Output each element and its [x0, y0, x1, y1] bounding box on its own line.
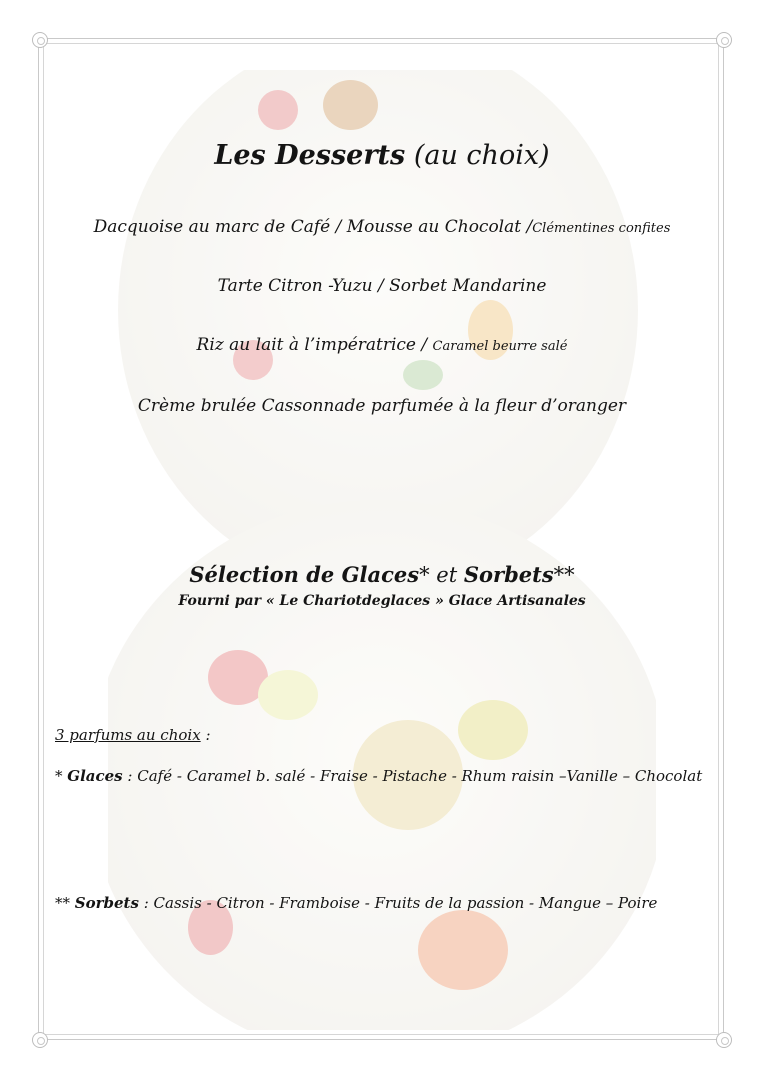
sorbets-flavors — [55, 893, 705, 914]
glaces-title-star1: * — [419, 563, 430, 587]
glaces-title-part1: Sélection de Glaces — [189, 562, 420, 587]
dessert-item-4-text: Crème brulée Cassonnade parfumée à la fleur d’oranger — [137, 396, 627, 416]
parfums-line — [55, 725, 705, 746]
glaces-prefix: * — [55, 767, 63, 785]
glaces-heading — [0, 562, 764, 587]
glaces-label: Glaces — [67, 767, 123, 785]
dessert-item-1-main: Dacquoise au marc de Café / Mousse au Chocolat / — [93, 217, 533, 237]
dessert-item-3-small: Caramel beurre salé — [432, 339, 568, 354]
glaces-title-and: et — [436, 563, 458, 587]
sorbets-prefix: ** — [55, 894, 70, 912]
parfums-colon: : — [205, 726, 211, 744]
dessert-item-2-text: Tarte Citron -Yuzu / Sorbet Mandarine — [217, 276, 547, 296]
desserts-title: Les Desserts — [214, 140, 406, 171]
dessert-item-1 — [0, 217, 764, 237]
dessert-item-2 — [0, 276, 764, 296]
sorbets-list: : Cassis - Citron - Framboise - Fruits de la passion - Mangue – Poire — [143, 894, 658, 912]
sorbets-label: Sorbets — [74, 894, 139, 912]
parfums-label: 3 parfums au choix — [55, 726, 201, 744]
glaces-list: : Café - Caramel b. salé - Fraise - Pistache - Rhum raisin –Vanille – Chocolat — [127, 767, 703, 785]
desserts-heading — [0, 140, 764, 171]
dessert-item-3-main: Riz au lait à l’impératrice / — [196, 335, 428, 355]
dessert-item-4 — [0, 396, 764, 416]
desserts-title-sub: (au choix) — [413, 140, 550, 171]
glaces-title-star2: ** — [553, 563, 575, 587]
dessert-item-1-small: Clémentines confites — [532, 221, 671, 236]
glaces-subtitle: Fourni par « Le Chariotdeglaces » Glace Artisanales — [178, 593, 586, 609]
dessert-item-3 — [0, 335, 764, 355]
glaces-flavors — [55, 766, 705, 787]
glaces-title-part2: Sorbets — [463, 562, 554, 587]
